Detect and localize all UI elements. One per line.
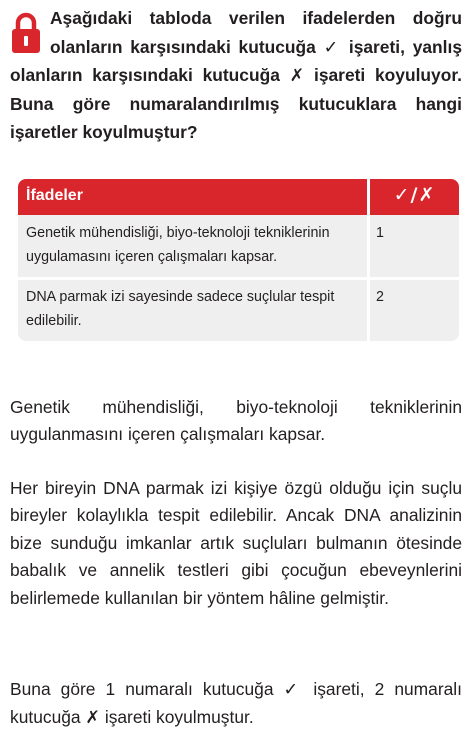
answer-paragraph-3-part-2: işareti, 2 numaralı kutucuğa bbox=[10, 679, 462, 728]
lock-icon bbox=[11, 10, 41, 54]
table-header-statements: İfadeler bbox=[26, 187, 83, 204]
question-text-content: Aşağıdaki tabloda verilen ifadelerden doğru olanların karşısındaki kutucuğa ✓ işareti, yanlış olanların karşısındaki kutucuğa ✗ işareti koyuluyor. Buna göre numaralandırılmış kutucuklara hangi işaretler koyulmuştur? bbox=[10, 8, 462, 143]
table-header bbox=[18, 179, 459, 215]
answer-paragraph-3-part-1: Buna göre 1 numaralı kutucuğa bbox=[10, 679, 284, 699]
table-header-marks: ✓/✗ bbox=[393, 184, 436, 206]
answer-paragraph-1: Genetik mühendisliği, biyo-teknoloji tekniklerinin uygulanmasını içeren çalışmaları kapsar. bbox=[10, 397, 462, 445]
question-text bbox=[10, 4, 462, 147]
cross-mark-icon: ✗ bbox=[85, 708, 100, 729]
table-row-2-number: 2 bbox=[376, 289, 384, 305]
question-block bbox=[10, 4, 462, 147]
answer-paragraph-3-part-3: işareti koyulmuştur. bbox=[100, 707, 254, 728]
answer-paragraph-3 bbox=[10, 676, 462, 733]
table-row-1-number: 1 bbox=[376, 225, 384, 241]
answer-paragraph-2: Her bireyin DNA parmak izi kişiye özgü olduğu için suçlu bireyler kolaylıkla tespit edilebilir. Ancak DNA analizinin bize sunduğu imkanlar artık suçluları bulmanın ötesinde babalık ve annelik testleri gibi çocuğun ebeveynlerini belirlemede kullanılan bir yöntem hâline gelmiştir. bbox=[10, 478, 462, 608]
table-row-2-statement: DNA parmak izi sayesinde sadece suçlular tespit edilebilir. bbox=[26, 289, 335, 329]
row-divider bbox=[18, 277, 459, 280]
check-mark-icon: ✓ bbox=[283, 680, 304, 700]
statements-table bbox=[18, 179, 459, 341]
table-row-1-statement: Genetik mühendisliği, biyo-teknoloji tekniklerinin uygulamasını içeren çalışmaları kapsar. bbox=[26, 225, 330, 265]
